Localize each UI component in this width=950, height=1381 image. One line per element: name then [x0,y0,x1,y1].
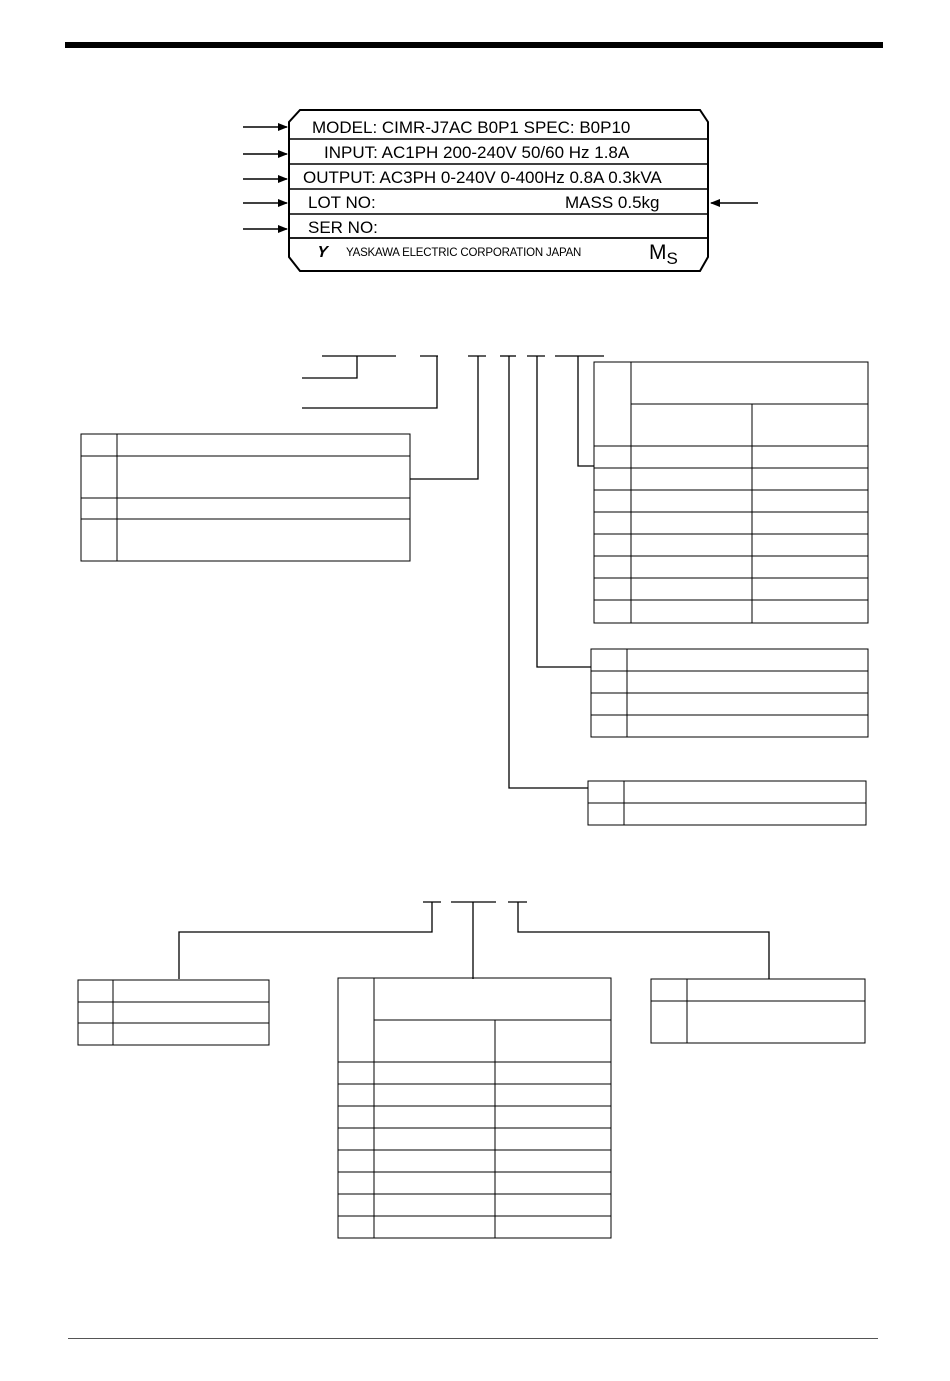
nameplate-input-line: INPUT: AC1PH 200-240V 50/60 Hz 1.8A [324,143,630,162]
yaskawa-logo-icon: Y [314,244,331,261]
nameplate-output-line: OUTPUT: AC3PH 0-240V 0-400Hz 0.8A 0.3kVA [303,168,662,187]
region-table [588,781,866,825]
nameplate-manufacturer: YASKAWA ELECTRIC CORPORATION JAPAN [346,247,582,259]
nameplate-mass-label: MASS 0.5kg [565,193,660,212]
left-code-table [81,434,410,561]
nameplate-ser-label: SER NO: [308,218,378,237]
nameplate-model-line: MODEL: CIMR-J7AC B0P1 SPEC: B0P10 [312,118,631,137]
ms-mark-icon: $M_S$ [649,241,678,268]
nameplate-outline [289,110,708,271]
spec-left-table [78,980,269,1045]
nameplate-lot-label: LOT NO: [308,193,376,212]
spec-right-table [651,979,865,1043]
voltage-class-table [591,649,868,737]
bottom-rule [68,1338,878,1339]
spec-capacity-table [338,978,611,1238]
voltage-capacity-table [594,362,868,623]
